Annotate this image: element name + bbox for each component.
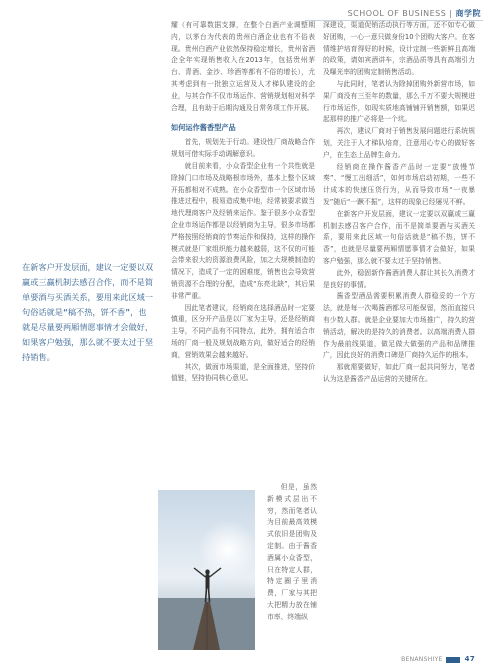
paragraph: 再次，建议厂商对于销售发展问题进行系统规划，关注于人才梯队培育，注意用心专心的做好客户，在生态上品牌生命力。 — [323, 127, 475, 159]
paragraph: 深建设，渠道促销活动执行等方面，还不如专心做好团购，一心一意只做身份10个团购大客户。在客情维护培育得好的时候，设计定制一些新鲜且高端的政策，请如宾酒讲车，宗酒品质等具有高端引力及曝光率的团购定制销售活动。 — [323, 21, 475, 77]
paragraph: 耀（有可靠数据支撑，在整个白酒产业调整期内，以茅台为代表的贵州白酒企业也有不俗表现。贵州白酒产业依然保持稳定增长，贵州省酒企全年实现销售收入在2013年，包括贵州茅台、青酒、金沙、珍酒等都有不俗的增长），尤其考虑到有一批独立运营及人才梯队建设的企业，与其合作不仅市场运作、营销规划相对科学合理，且有助于后期沟通及日常务项工作开展。 — [171, 21, 315, 112]
article-column-1 — [171, 20, 315, 385]
paragraph: 在新客户开发层面，建议一定要以双赢或三赢机制去感召客户合作，而不是简单要酒与买酒关系，要用来此区域一句俗话就是“稿不热，饼不香”，也就是尽量要两厢情愿事情才会做好，如果客户勉强，那么就不要太过于坚持销售。 — [323, 209, 475, 265]
paragraph: 首先，规划先于行动。建设性厂商战略合作规划可借实际手动调解意识。 — [171, 138, 315, 159]
paragraph: 但是，虽然新模式层出不穷，然而笔者认为目前最高效模式依旧是团购及定制。由于酱香酒属小众香型，只在特定人群，特定圈子里消费，厂家与其把大把精力放在铺市率、终端纵 — [267, 483, 317, 621]
section-title-en: SCHOOL OF BUSINESS — [347, 9, 447, 18]
article-column-1-narrow — [267, 482, 317, 624]
man-on-pier-illustration — [158, 490, 255, 650]
pull-quote: 在新客户开发层面，建议一定要以双赢或三赢机制去感召合作，而不是简单要酒与买酒关系，要用来此区域一句俗话就是“稿不热，饼不香”，也就是尽量要两厢情愿事情才会做好，如果客户勉强，那么就不要太过于坚持销售。 — [22, 262, 154, 362]
paragraph: 经销商在操作酱香产品时一定要“放慢节奏”、“慢工出细活”，如何市场启动初期，一些不计成本的快速压货行为，从而导致市场“一夜暴发”随后“一蹶不振”，这样的现象已经屡见不鲜。 — [323, 162, 475, 206]
header-separator: | — [449, 9, 453, 18]
paragraph: 酱香型酒品需要积累消费人群稳妥的一个方法，就是每一次喝酱酒都尽可能保留，然而直接只有少数人群。就是企业要加大市场推广，持久的营销活动，解决的是持久的消费者。以高端消费人群作为最前线渠道，做足做大做强的产品和品牌推广，因此良好的消费口碑是厂商持久运作的根本。 — [323, 292, 475, 360]
footer-bar — [446, 657, 460, 663]
section-title-cn: 商学院 — [455, 9, 481, 18]
section-header — [348, 8, 481, 19]
paragraph: 其次，做面市场渠道，是全面推进，坚持价值链，坚持协同核心意见。 — [171, 362, 315, 383]
article-photo — [158, 490, 255, 650]
magazine-name: BENANSHIYE — [401, 656, 443, 663]
article-column-2 — [323, 20, 475, 386]
paragraph: 与此同时，笔者认为除掉团购外新营市场，如果厂商没有三至年的数量，那么千万不要大规模进行市场运作，如现实质地高铺铺开销售额，如果迟起那样的推广必将是一个坑。 — [323, 79, 475, 124]
paragraph: 此外，稳固新作酱酒消费人群让其长久消费才是良好的事情。 — [323, 268, 475, 289]
paragraph: 那就需要做好，如此厂商一起共同努力，笔者认为这是酱香产品运营的关键所在。 — [323, 363, 475, 383]
paragraph: 因此笔者建议，经销商在选择酒品时一定要慎重，区分开产品是以厂家为主导，还是经销商主导，不同产品有不同特点，此外，拥有适合市场的厂商一般及规划战略方向，做好适合的经销商，营销效果会越来越好。 — [171, 303, 315, 359]
page-number: 47 — [464, 655, 475, 663]
section-subheading: 如何运作酱香型产品 — [171, 123, 236, 133]
page-footer — [401, 655, 475, 663]
paragraph: 就目前来看，小众香型企业有一个共性就是除掉门口市场及战略根市场外，基本上整个区域开拓都相对不成熟。在小众香型市一个区域市场推进过程中，极易造成集中地，经常被要求做当地代理商客户及经销来运作。鉴于很多小众香型企业市场运作都是以经销商为主导，很多市场都严格按照经销商的节奏运作和保持，这样的操作模式就是厂家组织能力越来越弱，这不仅的可能会带来很大的资源浪费风险，加之大规模制造的情况下，造成了一定的困难度，销售也会导致营销资源不合理的分配，造成“东亮北缺”，其后果非常严重。 — [171, 161, 315, 300]
